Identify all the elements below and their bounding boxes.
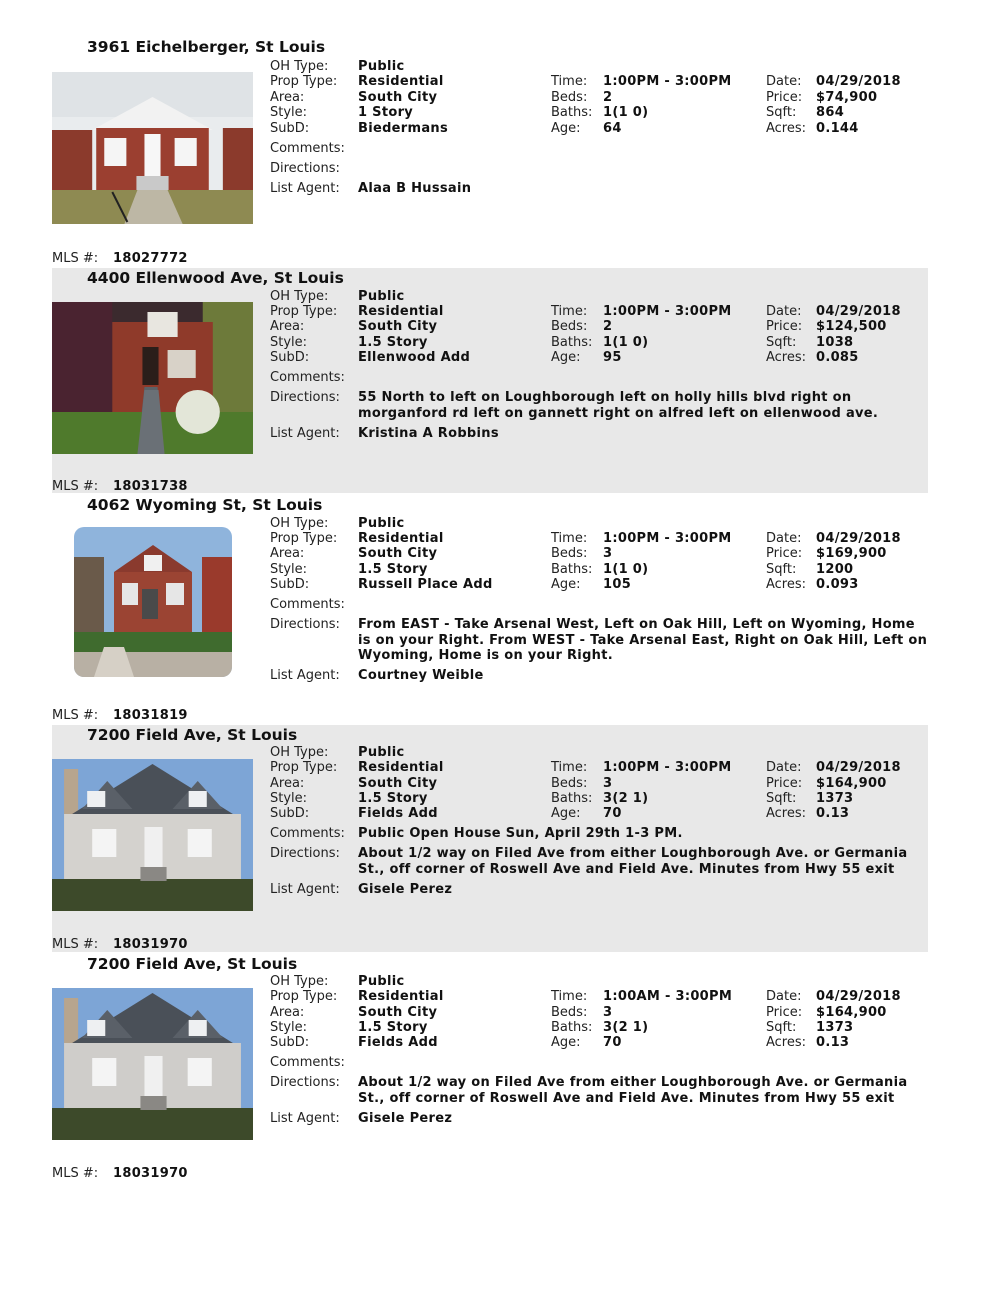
- subd-label: SubD:: [270, 1035, 310, 1050]
- acres-label: Acres:: [766, 1035, 807, 1050]
- price-value: $169,900: [816, 546, 887, 561]
- mls-number: 18031970: [113, 937, 188, 952]
- oh-type-value: Public: [358, 974, 405, 989]
- subd-label: SubD:: [270, 121, 310, 136]
- subd-value: Fields Add: [358, 806, 438, 821]
- style-value: 1.5 Story: [358, 335, 428, 350]
- house-photo[interactable]: [52, 302, 253, 454]
- beds-value: 3: [603, 1005, 613, 1020]
- area-value: South City: [358, 319, 438, 334]
- listing-card: [52, 725, 928, 952]
- sqft-value: 1200: [816, 562, 854, 577]
- beds-label: Beds:: [551, 546, 588, 561]
- baths-value: 1(1 0): [603, 105, 649, 120]
- acres-value: 0.13: [816, 1035, 850, 1050]
- time-value: 1:00AM - 3:00PM: [603, 989, 733, 1004]
- list-agent-label: List Agent:: [270, 181, 340, 196]
- style-label: Style:: [270, 1020, 308, 1035]
- price-label: Price:: [766, 319, 803, 334]
- time-value: 1:00PM - 3:00PM: [603, 531, 732, 546]
- beds-label: Beds:: [551, 1005, 588, 1020]
- mls-label: MLS #:: [52, 708, 99, 723]
- mls-label: MLS #:: [52, 479, 99, 494]
- prop-type-value: Residential: [358, 304, 444, 319]
- prop-type-value: Residential: [358, 74, 444, 89]
- acres-value: 0.085: [816, 350, 859, 365]
- age-value: 70: [603, 1035, 622, 1050]
- date-value: 04/29/2018: [816, 989, 901, 1004]
- time-label: Time:: [551, 760, 588, 775]
- area-label: Area:: [270, 319, 305, 334]
- mls-number: 18031970: [113, 1166, 188, 1181]
- listing-card: [52, 495, 928, 725]
- prop-type-value: Residential: [358, 531, 444, 546]
- comments-label: Comments:: [270, 370, 345, 385]
- oh-type-value: Public: [358, 745, 405, 760]
- house-photo[interactable]: [52, 759, 253, 911]
- mls-label: MLS #:: [52, 937, 99, 952]
- comments-value: Public Open House Sun, April 29th 1-3 PM.: [358, 826, 683, 841]
- baths-value: 1(1 0): [603, 562, 649, 577]
- directions-value: 55 North to left on Loughborough left on holly hills blvd right on morganford rd left on gannett right on alfred left on ellenwood ave.: [358, 390, 879, 421]
- price-label: Price:: [766, 1005, 803, 1020]
- style-label: Style:: [270, 791, 308, 806]
- directions-label: Directions:: [270, 617, 340, 632]
- directions-label: Directions:: [270, 161, 340, 176]
- oh-type-label: OH Type:: [270, 516, 329, 531]
- directions-value: From EAST - Take Arsenal West, Left on Oak Hill, Left on Wyoming, Home is on your Right. From WEST - Take Arsenal East, Right on Oak Hill, Left on Wyoming, Home is on your Right.: [358, 617, 928, 663]
- directions-label: Directions:: [270, 390, 340, 405]
- mls-number: 18031738: [113, 479, 188, 494]
- prop-type-label: Prop Type:: [270, 760, 338, 775]
- area-value: South City: [358, 546, 438, 561]
- listing-address: 4400 Ellenwood Ave, St Louis: [87, 269, 344, 287]
- area-label: Area:: [270, 90, 305, 105]
- list-agent-label: List Agent:: [270, 426, 340, 441]
- prop-type-value: Residential: [358, 760, 444, 775]
- age-label: Age:: [551, 121, 581, 136]
- beds-label: Beds:: [551, 90, 588, 105]
- area-value: South City: [358, 90, 438, 105]
- listing-address: 4062 Wyoming St, St Louis: [87, 496, 323, 514]
- prop-type-label: Prop Type:: [270, 531, 338, 546]
- listing-address: 3961 Eichelberger, St Louis: [87, 38, 326, 56]
- beds-value: 2: [603, 90, 613, 105]
- list-agent-value: Kristina A Robbins: [358, 426, 499, 441]
- comments-label: Comments:: [270, 597, 345, 612]
- beds-value: 3: [603, 546, 613, 561]
- age-label: Age:: [551, 577, 581, 592]
- directions-label: Directions:: [270, 1075, 340, 1090]
- prop-type-label: Prop Type:: [270, 989, 338, 1004]
- list-agent-label: List Agent:: [270, 882, 340, 897]
- sqft-label: Sqft:: [766, 791, 797, 806]
- date-value: 04/29/2018: [816, 531, 901, 546]
- acres-value: 0.144: [816, 121, 859, 136]
- list-agent-value: Courtney Weible: [358, 668, 484, 683]
- house-photo[interactable]: [52, 72, 253, 224]
- style-label: Style:: [270, 335, 308, 350]
- baths-value: 3(2 1): [603, 1020, 649, 1035]
- acres-label: Acres:: [766, 350, 807, 365]
- age-value: 64: [603, 121, 622, 136]
- mls-label: MLS #:: [52, 251, 99, 266]
- house-photo[interactable]: [74, 527, 232, 677]
- sqft-value: 1038: [816, 335, 854, 350]
- comments-label: Comments:: [270, 141, 345, 156]
- baths-value: 1(1 0): [603, 335, 649, 350]
- age-value: 105: [603, 577, 632, 592]
- directions-value: About 1/2 way on Filed Ave from either Loughborough Ave. or Germania St., off corner of Roswell Ave and Field Ave. Minutes from Hwy 55 exit: [358, 846, 908, 877]
- date-label: Date:: [766, 989, 802, 1004]
- date-label: Date:: [766, 74, 802, 89]
- baths-label: Baths:: [551, 1020, 593, 1035]
- list-agent-value: Gisele Perez: [358, 882, 453, 897]
- comments-label: Comments:: [270, 1055, 345, 1070]
- oh-type-value: Public: [358, 59, 405, 74]
- oh-type-value: Public: [358, 516, 405, 531]
- listing-address: 7200 Field Ave, St Louis: [87, 955, 298, 973]
- listing-card: [52, 38, 928, 268]
- subd-label: SubD:: [270, 577, 310, 592]
- price-value: $164,900: [816, 776, 887, 791]
- age-label: Age:: [551, 806, 581, 821]
- subd-label: SubD:: [270, 806, 310, 821]
- time-label: Time:: [551, 74, 588, 89]
- baths-label: Baths:: [551, 105, 593, 120]
- style-label: Style:: [270, 562, 308, 577]
- style-label: Style:: [270, 105, 308, 120]
- sqft-value: 1373: [816, 791, 854, 806]
- time-label: Time:: [551, 989, 588, 1004]
- beds-value: 2: [603, 319, 613, 334]
- time-value: 1:00PM - 3:00PM: [603, 74, 732, 89]
- subd-label: SubD:: [270, 350, 310, 365]
- mls-number: 18031819: [113, 708, 188, 723]
- directions-label: Directions:: [270, 846, 340, 861]
- list-agent-value: Alaa B Hussain: [358, 181, 472, 196]
- acres-value: 0.13: [816, 806, 850, 821]
- oh-type-label: OH Type:: [270, 974, 329, 989]
- baths-label: Baths:: [551, 335, 593, 350]
- listing-card: [52, 268, 928, 493]
- prop-type-value: Residential: [358, 989, 444, 1004]
- comments-label: Comments:: [270, 826, 345, 841]
- time-label: Time:: [551, 531, 588, 546]
- area-value: South City: [358, 1005, 438, 1020]
- acres-label: Acres:: [766, 806, 807, 821]
- list-agent-label: List Agent:: [270, 1111, 340, 1126]
- mls-number: 18027772: [113, 251, 188, 266]
- style-value: 1.5 Story: [358, 791, 428, 806]
- baths-value: 3(2 1): [603, 791, 649, 806]
- acres-value: 0.093: [816, 577, 859, 592]
- prop-type-label: Prop Type:: [270, 304, 338, 319]
- price-value: $164,900: [816, 1005, 887, 1020]
- area-label: Area:: [270, 776, 305, 791]
- style-value: 1.5 Story: [358, 562, 428, 577]
- sqft-value: 864: [816, 105, 845, 120]
- age-label: Age:: [551, 350, 581, 365]
- sqft-label: Sqft:: [766, 562, 797, 577]
- date-value: 04/29/2018: [816, 760, 901, 775]
- area-value: South City: [358, 776, 438, 791]
- age-label: Age:: [551, 1035, 581, 1050]
- oh-type-label: OH Type:: [270, 289, 329, 304]
- prop-type-label: Prop Type:: [270, 74, 338, 89]
- mls-label: MLS #:: [52, 1166, 99, 1181]
- time-value: 1:00PM - 3:00PM: [603, 760, 732, 775]
- price-value: $124,500: [816, 319, 887, 334]
- date-label: Date:: [766, 304, 802, 319]
- beds-value: 3: [603, 776, 613, 791]
- subd-value: Biedermans: [358, 121, 449, 136]
- list-agent-value: Gisele Perez: [358, 1111, 453, 1126]
- date-label: Date:: [766, 531, 802, 546]
- time-value: 1:00PM - 3:00PM: [603, 304, 732, 319]
- acres-label: Acres:: [766, 577, 807, 592]
- age-value: 95: [603, 350, 622, 365]
- beds-label: Beds:: [551, 776, 588, 791]
- area-label: Area:: [270, 1005, 305, 1020]
- oh-type-value: Public: [358, 289, 405, 304]
- style-value: 1.5 Story: [358, 1020, 428, 1035]
- directions-value: About 1/2 way on Filed Ave from either Loughborough Ave. or Germania St., off corner of Roswell Ave and Field Ave. Minutes from Hwy 55 exit: [358, 1075, 908, 1106]
- house-photo[interactable]: [52, 988, 253, 1140]
- beds-label: Beds:: [551, 319, 588, 334]
- baths-label: Baths:: [551, 791, 593, 806]
- oh-type-label: OH Type:: [270, 59, 329, 74]
- sqft-label: Sqft:: [766, 105, 797, 120]
- price-label: Price:: [766, 776, 803, 791]
- listing-card: [52, 954, 928, 1184]
- time-label: Time:: [551, 304, 588, 319]
- date-value: 04/29/2018: [816, 304, 901, 319]
- price-label: Price:: [766, 90, 803, 105]
- style-value: 1 Story: [358, 105, 414, 120]
- price-label: Price:: [766, 546, 803, 561]
- listing-address: 7200 Field Ave, St Louis: [87, 726, 298, 744]
- baths-label: Baths:: [551, 562, 593, 577]
- age-value: 70: [603, 806, 622, 821]
- date-label: Date:: [766, 760, 802, 775]
- date-value: 04/29/2018: [816, 74, 901, 89]
- list-agent-label: List Agent:: [270, 668, 340, 683]
- price-value: $74,900: [816, 90, 878, 105]
- area-label: Area:: [270, 546, 305, 561]
- subd-value: Fields Add: [358, 1035, 438, 1050]
- sqft-label: Sqft:: [766, 1020, 797, 1035]
- subd-value: Ellenwood Add: [358, 350, 471, 365]
- oh-type-label: OH Type:: [270, 745, 329, 760]
- sqft-value: 1373: [816, 1020, 854, 1035]
- sqft-label: Sqft:: [766, 335, 797, 350]
- acres-label: Acres:: [766, 121, 807, 136]
- subd-value: Russell Place Add: [358, 577, 493, 592]
